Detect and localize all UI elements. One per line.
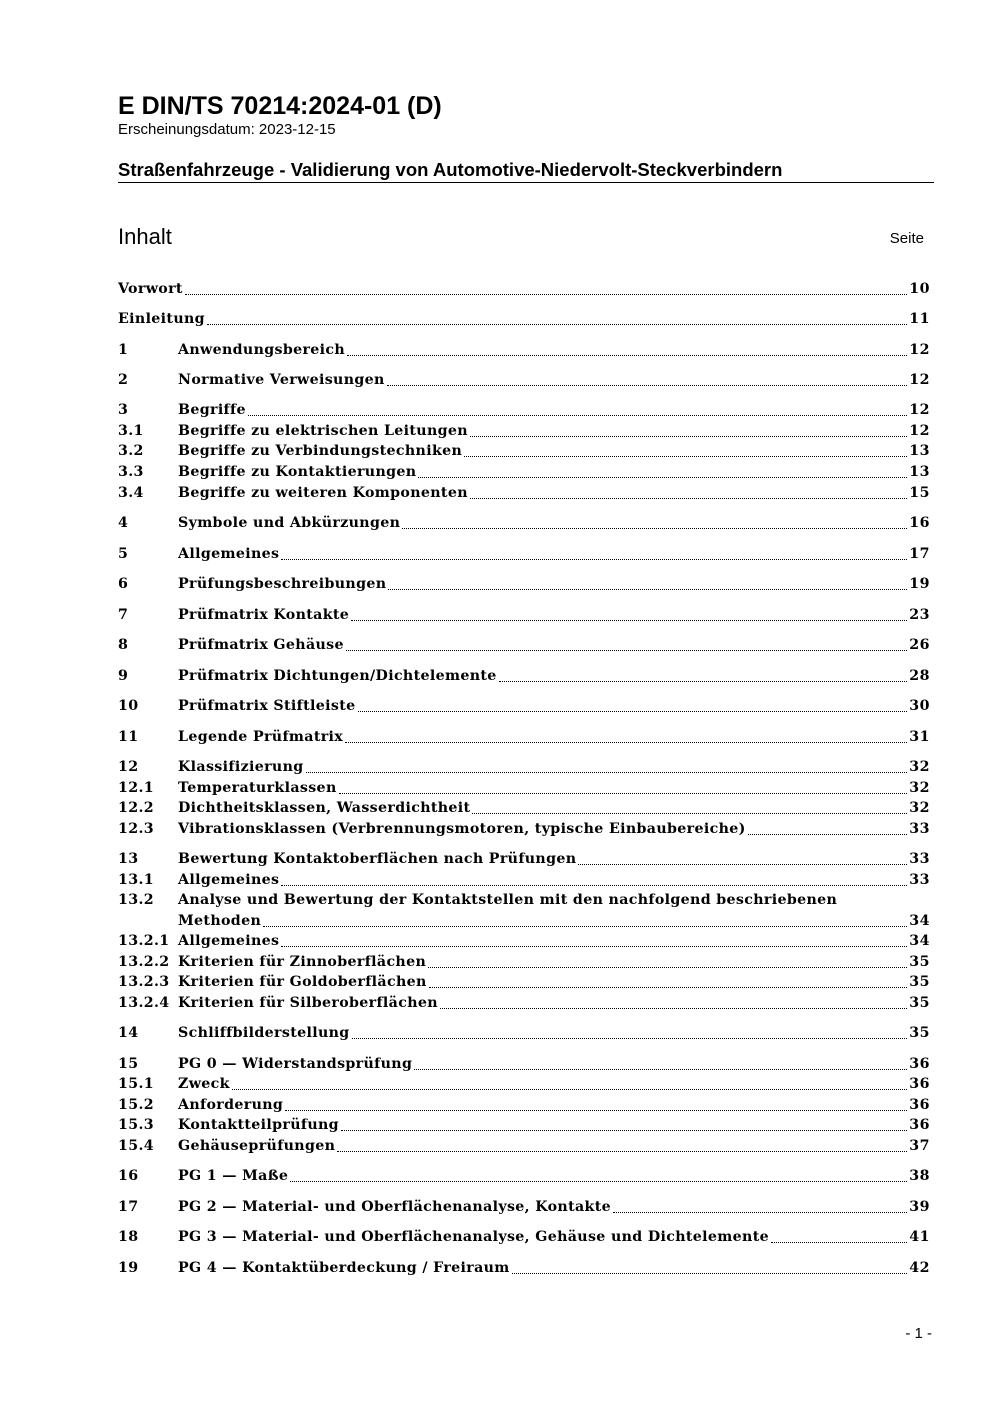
toc-entry-number: 4 xyxy=(118,515,129,531)
toc-entry-title: Gehäuseprüfungen xyxy=(178,1138,336,1154)
toc-dot-leader xyxy=(337,1151,907,1152)
toc-dot-leader xyxy=(418,477,907,478)
title-divider xyxy=(118,182,934,183)
toc-dot-leader xyxy=(339,793,908,794)
toc-entry-number: 3.2 xyxy=(118,443,144,459)
toc-entry-title: Begriffe zu weiteren Komponenten xyxy=(178,485,468,501)
toc-entry-number: 13.1 xyxy=(118,872,154,888)
toc-entry-number: 12.1 xyxy=(118,780,154,796)
toc-entry[interactable] xyxy=(118,483,930,504)
toc-entry[interactable] xyxy=(118,1227,930,1248)
toc-entry[interactable] xyxy=(118,462,930,483)
toc-entry-page: 37 xyxy=(909,1138,930,1154)
toc-entry-title: Schliffbilderstellung xyxy=(178,1025,350,1041)
toc-entry-page: 15 xyxy=(909,485,930,501)
toc-entry-title: Kontaktteilprüfung xyxy=(178,1117,339,1133)
toc-entry-page: 38 xyxy=(909,1168,930,1184)
toc-entry-number: 3.3 xyxy=(118,464,144,480)
toc-entry[interactable] xyxy=(118,1136,930,1157)
toc-dot-leader xyxy=(748,834,908,835)
toc-entry[interactable] xyxy=(118,972,930,993)
toc-entry[interactable] xyxy=(118,727,930,748)
toc-entry-page: 34 xyxy=(909,913,930,929)
toc-entry-page: 42 xyxy=(909,1260,930,1276)
toc-entry-title: PG 4 — Kontaktüberdeckung / Freiraum xyxy=(178,1260,510,1276)
toc-dot-leader xyxy=(771,1242,907,1243)
toc-entry-number: 1 xyxy=(118,342,129,358)
toc-dot-leader xyxy=(347,355,907,356)
toc-dot-leader xyxy=(232,1089,907,1090)
toc-entry-page: 36 xyxy=(909,1056,930,1072)
toc-entry[interactable] xyxy=(118,931,930,952)
toc-dot-leader xyxy=(470,436,907,437)
toc-entry-number: 5 xyxy=(118,546,129,562)
toc-entry-number: 11 xyxy=(118,729,139,745)
toc-entry-title: Allgemeines xyxy=(178,546,280,562)
toc-entry[interactable] xyxy=(118,441,930,462)
toc-entry[interactable] xyxy=(118,993,930,1014)
toc-entry[interactable] xyxy=(118,370,930,391)
toc-entry-number: 12.2 xyxy=(118,800,154,816)
toc-dot-leader xyxy=(352,1038,908,1039)
toc-entry-title: Kriterien für Goldoberflächen xyxy=(178,974,427,990)
toc-entry-title: Bewertung Kontaktoberflächen nach Prüfungen xyxy=(178,851,577,867)
toc-entry-page: 32 xyxy=(909,800,930,816)
toc-dot-leader xyxy=(358,711,908,712)
toc-entry-title: Legende Prüfmatrix xyxy=(178,729,344,745)
toc-dot-leader xyxy=(429,987,908,988)
toc-entry[interactable] xyxy=(118,340,930,361)
toc-entry-number: 13.2.3 xyxy=(118,974,170,990)
toc-entry-number: 8 xyxy=(118,637,129,653)
toc-entry[interactable] xyxy=(118,400,930,421)
toc-entry[interactable] xyxy=(118,849,930,870)
toc-dot-leader xyxy=(285,1110,907,1111)
toc-dot-leader xyxy=(351,620,907,621)
toc-entry[interactable] xyxy=(118,778,930,799)
toc-dot-leader xyxy=(248,415,907,416)
toc-entry[interactable] xyxy=(118,1166,930,1187)
page-column-label: Seite xyxy=(889,230,924,247)
toc-entry-title: PG 2 — Material- und Oberflächenanalyse, Kontakte xyxy=(178,1199,611,1215)
toc-entry-page: 36 xyxy=(909,1117,930,1133)
toc-entry[interactable] xyxy=(118,544,930,565)
toc-entry-number: 13.2 xyxy=(118,892,154,908)
toc-dot-leader xyxy=(290,1181,907,1182)
toc-entry-page: 31 xyxy=(909,729,930,745)
toc-dot-leader xyxy=(499,681,908,682)
footer-page-number: - 1 - xyxy=(905,1325,932,1342)
toc-entry[interactable] xyxy=(118,279,930,300)
toc-entry-title: Klassifizierung xyxy=(178,759,304,775)
toc-entry-number: 13.2.1 xyxy=(118,933,170,949)
toc-entry-title: Prüfmatrix Dichtungen/Dichtelemente xyxy=(178,668,497,684)
toc-entry[interactable] xyxy=(118,952,930,973)
toc-entry-number: 17 xyxy=(118,1199,139,1215)
toc-entry-title: Allgemeines xyxy=(178,872,280,888)
toc-entry-number: 3 xyxy=(118,402,129,418)
toc-entry-number: 3.1 xyxy=(118,423,144,439)
toc-entry-page: 36 xyxy=(909,1076,930,1092)
toc-entry-page: 13 xyxy=(909,443,930,459)
toc-dot-leader xyxy=(512,1273,908,1274)
toc-entry-number: 18 xyxy=(118,1229,139,1245)
toc-dot-leader xyxy=(388,589,907,590)
toc-entry-page: 33 xyxy=(909,821,930,837)
toc-entry-number: 15.1 xyxy=(118,1076,154,1092)
toc-entry[interactable] xyxy=(118,1258,930,1279)
toc-entry-title: Begriffe zu Verbindungstechniken xyxy=(178,443,463,459)
toc-entry[interactable] xyxy=(118,1095,930,1116)
toc-entry-title: Prüfmatrix Stiftleiste xyxy=(178,698,356,714)
toc-entry-number: 15 xyxy=(118,1056,139,1072)
toc-entry[interactable] xyxy=(118,1197,930,1218)
toc-entry-title: Prüfmatrix Kontakte xyxy=(178,607,350,623)
toc-entry-title: Kriterien für Silberoberflächen xyxy=(178,995,438,1011)
toc-dot-leader xyxy=(341,1130,907,1131)
toc-dot-leader xyxy=(185,294,907,295)
toc-dot-leader xyxy=(440,1008,907,1009)
toc-entry-number: 12.3 xyxy=(118,821,154,837)
toc-dot-leader xyxy=(263,926,907,927)
toc-entry[interactable] xyxy=(118,870,930,891)
toc-heading: Inhalt xyxy=(118,224,172,249)
toc-dot-leader xyxy=(345,742,907,743)
toc-entry-title: Anwendungsbereich xyxy=(178,342,346,358)
toc-dot-leader xyxy=(470,498,907,499)
toc-entry-page: 41 xyxy=(909,1229,930,1245)
toc-entry-page: 26 xyxy=(909,637,930,653)
toc-dot-leader xyxy=(402,528,907,529)
toc-entry-page: 13 xyxy=(909,464,930,480)
toc-dot-leader xyxy=(207,324,907,325)
toc-entry-title: Begriffe zu elektrischen Leitungen xyxy=(178,423,468,439)
toc-entry[interactable] xyxy=(118,309,930,330)
toc-entry-page: 34 xyxy=(909,933,930,949)
toc-entry-number: 16 xyxy=(118,1168,139,1184)
toc-entry[interactable] xyxy=(118,605,930,626)
toc-entry-title: Normative Verweisungen xyxy=(178,372,385,388)
toc-entry[interactable] xyxy=(118,421,930,442)
document-id: E DIN/TS 70214:2024-01 (D) xyxy=(118,92,442,120)
toc-entry-number: 12 xyxy=(118,759,139,775)
toc-entry-title: Kriterien für Zinnoberflächen xyxy=(178,954,427,970)
toc-dot-leader xyxy=(281,885,907,886)
toc-entry-page: 12 xyxy=(909,342,930,358)
toc-entry-page: 12 xyxy=(909,423,930,439)
toc-entry-page: 33 xyxy=(909,872,930,888)
toc-entry-title: Einleitung xyxy=(118,311,205,327)
toc-entry-title: Allgemeines xyxy=(178,933,280,949)
toc-entry-number: 13 xyxy=(118,851,139,867)
toc-dot-leader xyxy=(472,813,907,814)
toc-entry-page: 17 xyxy=(909,546,930,562)
toc-entry[interactable] xyxy=(118,798,930,819)
toc-entry-page: 35 xyxy=(909,1025,930,1041)
toc-entry-title: Vorwort xyxy=(118,281,183,297)
toc-entry-page: 35 xyxy=(909,995,930,1011)
toc-dot-leader xyxy=(464,456,907,457)
toc-entry-page: 35 xyxy=(909,974,930,990)
toc-dot-leader xyxy=(387,385,908,386)
toc-entry-page: 19 xyxy=(909,576,930,592)
toc-entry-number: 10 xyxy=(118,698,139,714)
toc-entry[interactable] xyxy=(118,1115,930,1136)
toc-entry-page: 30 xyxy=(909,698,930,714)
toc-entry[interactable] xyxy=(118,1023,930,1044)
toc-entry[interactable] xyxy=(118,819,930,840)
toc-entry-page: 32 xyxy=(909,759,930,775)
toc-entry[interactable] xyxy=(118,666,930,687)
toc-entry-number: 7 xyxy=(118,607,129,623)
toc-dot-leader xyxy=(306,772,908,773)
toc-dot-leader xyxy=(346,650,907,651)
toc-entry-title: Vibrationsklassen (Verbrennungsmotoren, typische Einbaubereiche) xyxy=(178,821,746,837)
toc-entry[interactable] xyxy=(118,1054,930,1075)
toc-entry-page: 12 xyxy=(909,372,930,388)
toc-entry-number: 15.2 xyxy=(118,1097,154,1113)
toc-entry-page: 11 xyxy=(909,311,930,327)
toc-dot-leader xyxy=(428,967,907,968)
toc-entry-page: 23 xyxy=(909,607,930,623)
toc-dot-leader xyxy=(281,946,907,947)
toc-entry-number: 14 xyxy=(118,1025,139,1041)
toc-entry-page: 28 xyxy=(909,668,930,684)
toc-entry-number: 9 xyxy=(118,668,129,684)
document-title: Straßenfahrzeuge - Validierung von Automotive-Niedervolt-Steckverbindern xyxy=(118,159,783,180)
toc-entry-number: 15.3 xyxy=(118,1117,154,1133)
toc-entry-page: 12 xyxy=(909,402,930,418)
toc-entry-title: Temperaturklassen xyxy=(178,780,337,796)
toc-entry[interactable] xyxy=(118,1074,930,1095)
toc-entry-title: Anforderung xyxy=(178,1097,284,1113)
toc-entry-title: Symbole und Abkürzungen xyxy=(178,515,401,531)
toc-entry[interactable] xyxy=(118,696,930,717)
toc-dot-leader xyxy=(578,864,907,865)
toc-entry-page: 33 xyxy=(909,851,930,867)
toc-entry-page: 10 xyxy=(909,281,930,297)
toc-entry-title: Prüfmatrix Gehäuse xyxy=(178,637,344,653)
toc-entry-title: PG 3 — Material- und Oberflächenanalyse, Gehäuse und Dichtelemente xyxy=(178,1229,769,1245)
release-date: Erscheinungsdatum: 2023-12-15 xyxy=(118,121,336,138)
toc-entry-page: 39 xyxy=(909,1199,930,1215)
toc-entry-number: 13.2.4 xyxy=(118,995,170,1011)
toc-entry[interactable] xyxy=(118,911,930,932)
toc-entry-number: 19 xyxy=(118,1260,139,1276)
toc-dot-leader xyxy=(414,1069,907,1070)
toc-entry[interactable] xyxy=(118,513,930,534)
toc-entry-title: PG 0 — Widerstandsprüfung xyxy=(178,1056,413,1072)
toc-entry-title: Dichtheitsklassen, Wasserdichtheit xyxy=(178,800,471,816)
toc-entry-page: 16 xyxy=(909,515,930,531)
toc-entry[interactable] xyxy=(118,635,930,656)
toc-entry-page: 35 xyxy=(909,954,930,970)
toc-entry-number: 6 xyxy=(118,576,129,592)
toc-entry-title: Zweck xyxy=(178,1076,230,1092)
toc-entry-page: 36 xyxy=(909,1097,930,1113)
toc-entry-number: 2 xyxy=(118,372,129,388)
toc-entry-number: 15.4 xyxy=(118,1138,154,1154)
toc-entry-title: Begriffe zu Kontaktierungen xyxy=(178,464,417,480)
toc-entry-page: 32 xyxy=(909,780,930,796)
toc-entry-number: 13.2.2 xyxy=(118,954,170,970)
toc-entry-title: Prüfungsbeschreibungen xyxy=(178,576,387,592)
toc-dot-leader xyxy=(281,559,907,560)
toc-entry-number: 3.4 xyxy=(118,485,144,501)
toc-entry-title-continuation: Methoden xyxy=(178,913,262,929)
toc-entry-title: Begriffe xyxy=(178,402,246,418)
toc-entry[interactable] xyxy=(118,890,930,911)
toc-dot-leader xyxy=(613,1212,907,1213)
toc-entry-title: Analyse und Bewertung der Kontaktstellen mit den nachfolgend beschriebenen xyxy=(178,892,838,908)
toc-entry[interactable] xyxy=(118,757,930,778)
toc-entry-title: PG 1 — Maße xyxy=(178,1168,289,1184)
toc-entry[interactable] xyxy=(118,574,930,595)
